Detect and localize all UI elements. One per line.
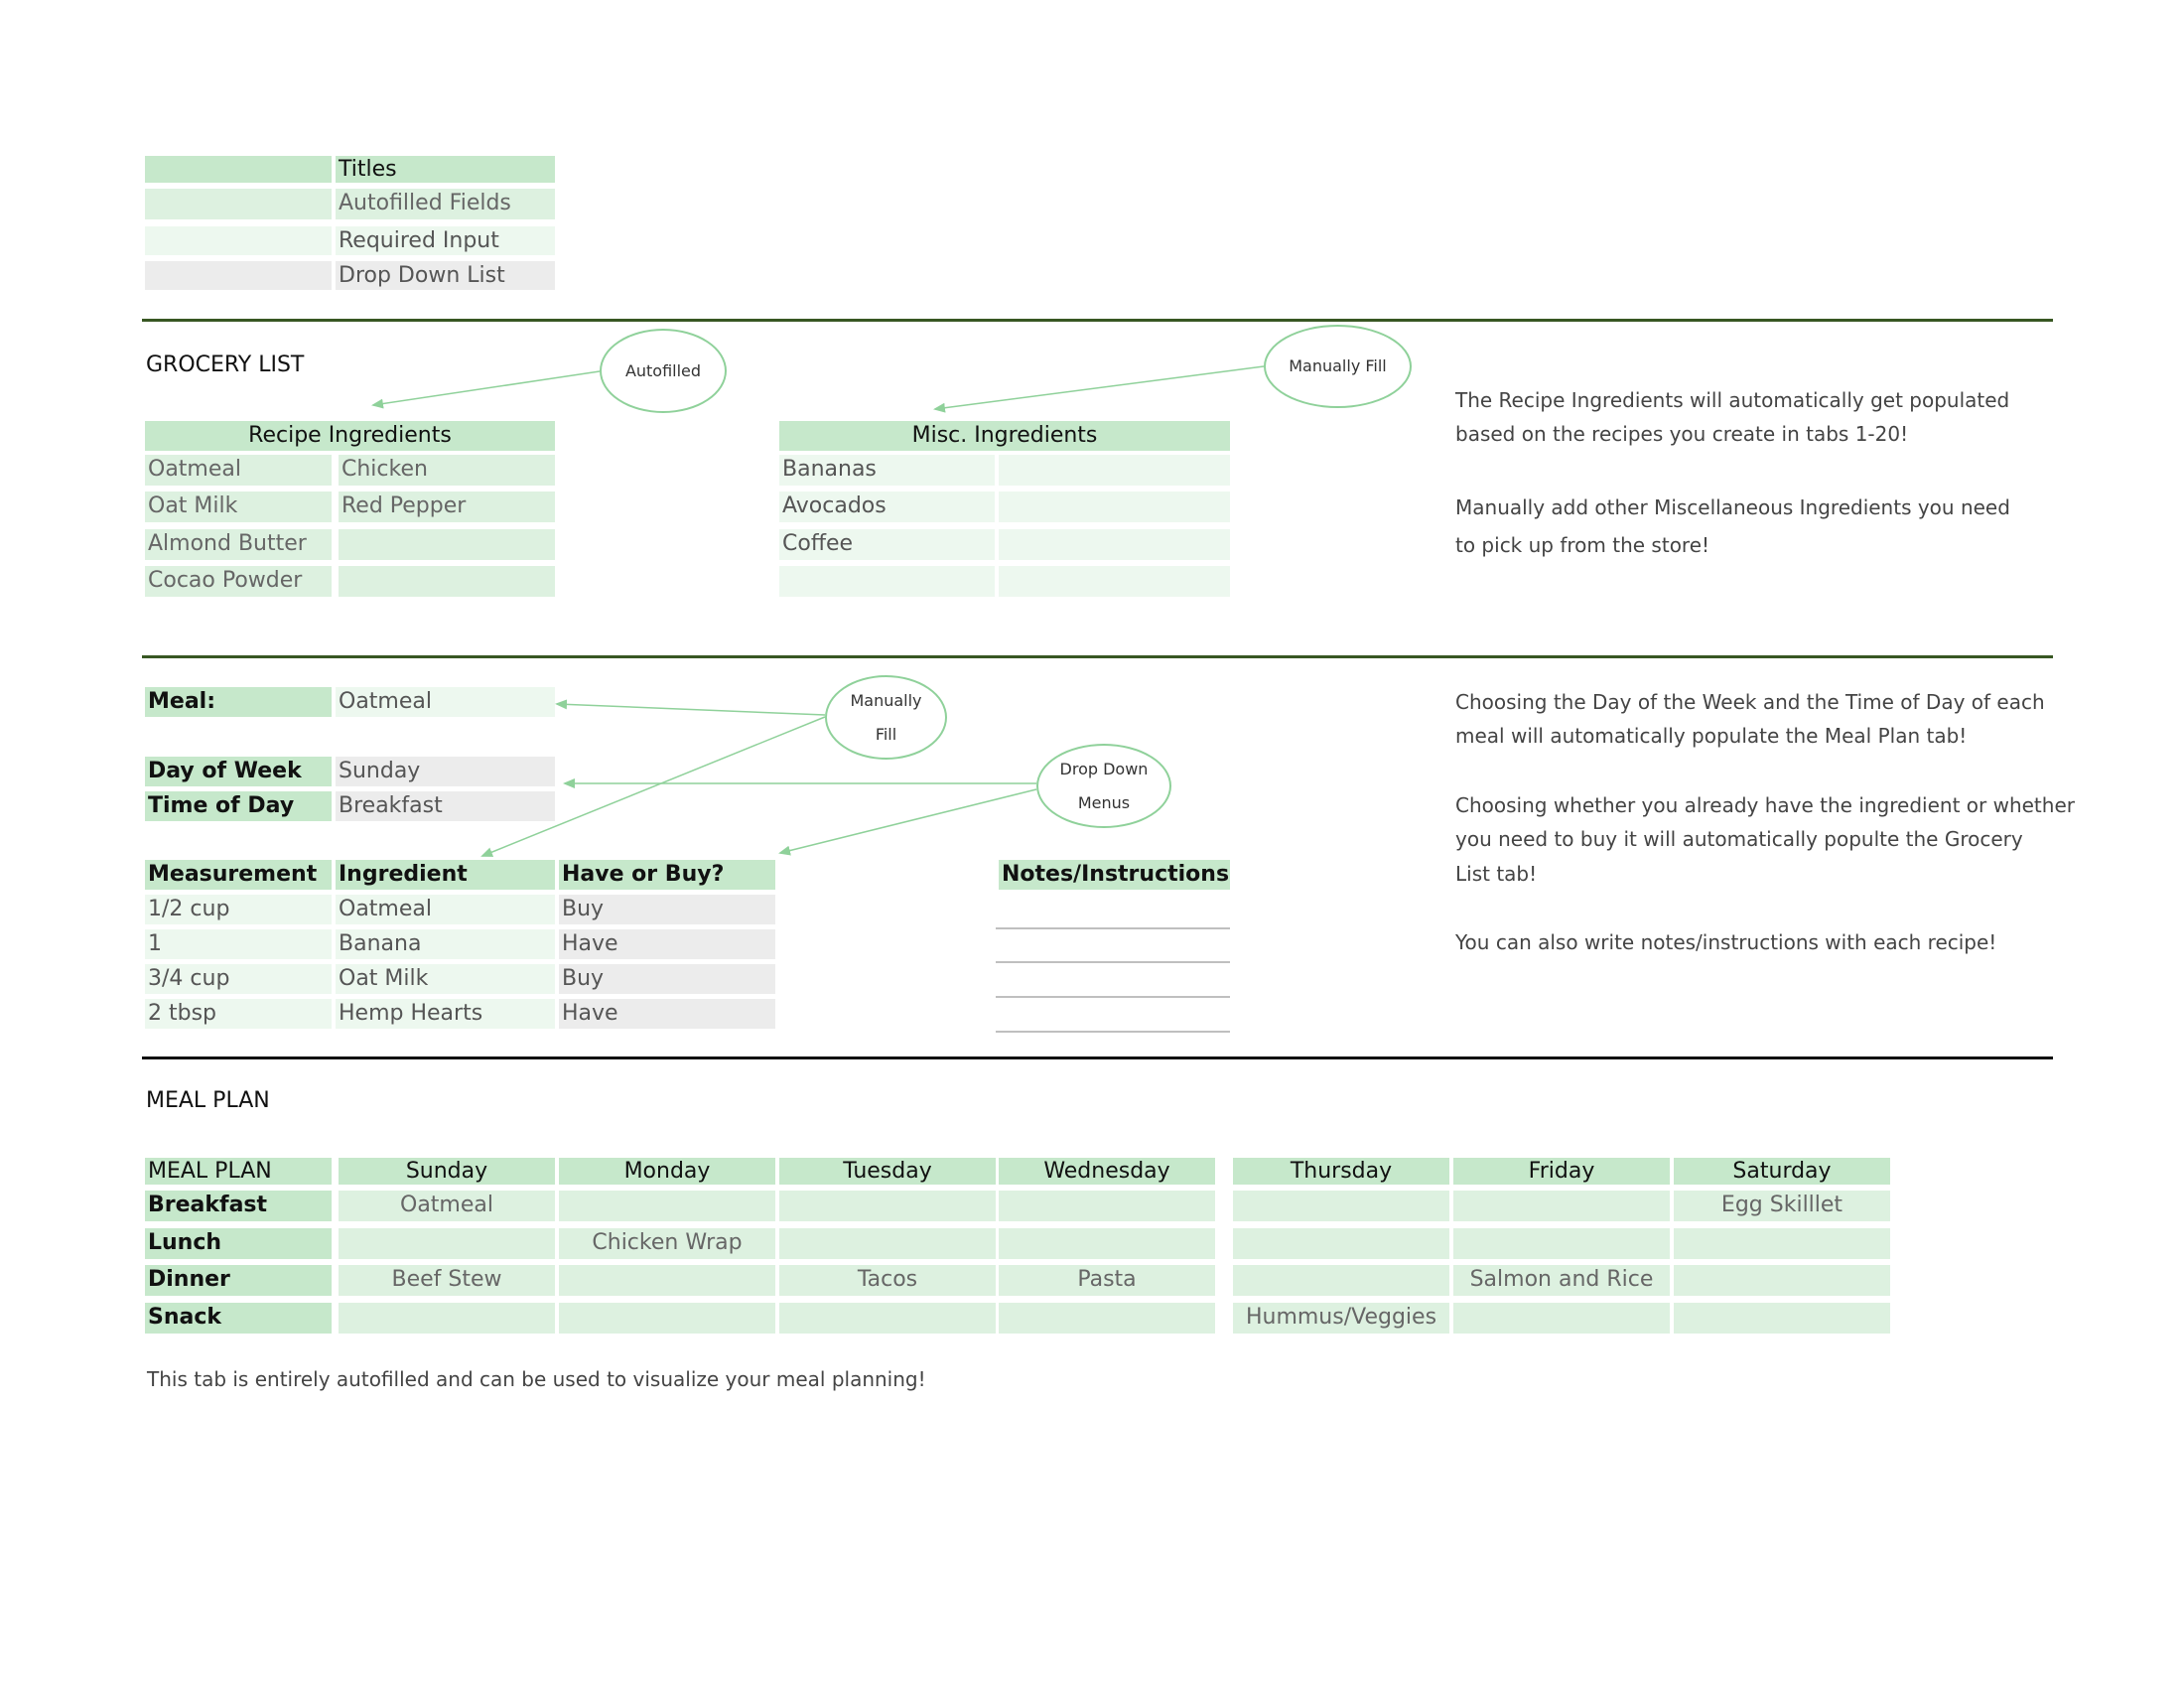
grocery-note-2: based on the recipes you create in tabs 1-20! xyxy=(1455,422,1909,446)
ingredient-input[interactable]: Oat Milk xyxy=(336,964,555,994)
measurement-input[interactable]: 1 xyxy=(145,929,332,959)
recipe-ingredient-cell: Cocao Powder xyxy=(145,566,332,597)
meal-plan-day-header: Friday xyxy=(1453,1158,1670,1185)
meal-plan-cell xyxy=(1674,1303,1890,1334)
legend-label-autofilled: Autofilled Fields xyxy=(336,189,555,219)
autofilled-callout xyxy=(600,329,727,413)
recipe-note-1: Choosing the Day of the Week and the Time of Day of each xyxy=(1455,690,2045,714)
grocery-note-1: The Recipe Ingredients will automatically get populated xyxy=(1455,388,2010,412)
meal-plan-cell: Chicken Wrap xyxy=(559,1228,775,1259)
meal-plan-cell xyxy=(559,1265,775,1296)
measurement-input[interactable]: 3/4 cup xyxy=(145,964,332,994)
misc-ingredient-input[interactable] xyxy=(999,529,1230,560)
legend-swatch-required xyxy=(145,226,332,255)
meal-plan-time-label: Lunch xyxy=(145,1228,332,1259)
meal-plan-time-label: Snack xyxy=(145,1303,332,1334)
meal-plan-cell: Beef Stew xyxy=(339,1265,555,1296)
meal-plan-cell xyxy=(1674,1265,1890,1296)
recipe-ingredient-cell xyxy=(339,529,555,560)
meal-plan-day-header: Thursday xyxy=(1233,1158,1449,1185)
ingredient-header: Ingredient xyxy=(336,860,555,890)
meal-plan-cell: Oatmeal xyxy=(339,1191,555,1221)
legend-label-dropdown: Drop Down List xyxy=(336,261,555,290)
meal-plan-cell: Salmon and Rice xyxy=(1453,1265,1670,1296)
meal-plan-cell xyxy=(559,1303,775,1334)
misc-ingredient-input[interactable]: Avocados xyxy=(779,492,995,522)
meal-plan-cell xyxy=(779,1303,996,1334)
misc-ingredients-header: Misc. Ingredients xyxy=(779,421,1230,451)
time-of-day-select[interactable]: Breakfast xyxy=(336,791,555,821)
recipe-ingredient-cell: Almond Butter xyxy=(145,529,332,560)
legend-label-required: Required Input xyxy=(336,226,555,255)
manually-fill-callout-line2: Fill xyxy=(875,724,897,744)
ingredient-input[interactable]: Oatmeal xyxy=(336,895,555,924)
manually-fill-callout-recipe xyxy=(825,675,947,760)
meal-plan-cell xyxy=(1233,1265,1449,1296)
legend-swatch-autofilled xyxy=(145,189,332,219)
recipe-ingredient-cell: Chicken xyxy=(339,455,555,486)
day-of-week-label: Day of Week xyxy=(145,757,332,786)
misc-ingredient-input[interactable] xyxy=(779,566,995,597)
drop-down-menus-callout xyxy=(1036,744,1171,828)
have-or-buy-select[interactable]: Have xyxy=(559,929,775,959)
meal-plan-time-label: Breakfast xyxy=(145,1191,332,1221)
have-or-buy-header: Have or Buy? xyxy=(559,860,775,890)
notes-line[interactable] xyxy=(996,961,1230,963)
grocery-note-4: to pick up from the store! xyxy=(1455,533,1710,557)
measurement-input[interactable]: 2 tbsp xyxy=(145,999,332,1029)
meal-plan-footer: This tab is entirely autofilled and can be used to visualize your meal planning! xyxy=(147,1367,926,1391)
measurement-header: Measurement xyxy=(145,860,332,890)
drop-down-callout-line1: Drop Down xyxy=(1059,759,1149,778)
notes-line[interactable] xyxy=(996,927,1230,929)
meal-plan-cell xyxy=(779,1228,996,1259)
arrow-manual-misc xyxy=(935,366,1264,409)
legend-swatch-dropdown xyxy=(145,261,332,290)
notes-line[interactable] xyxy=(996,1031,1230,1033)
grocery-note-3: Manually add other Miscellaneous Ingredients you need xyxy=(1455,495,2010,519)
legend-label-titles: Titles xyxy=(336,156,555,183)
meal-label: Meal: xyxy=(145,687,332,717)
meal-plan-cell xyxy=(339,1303,555,1334)
meal-plan-cell: Pasta xyxy=(999,1265,1215,1296)
meal-plan-day-header: Wednesday xyxy=(999,1158,1215,1185)
notes-instructions-header: Notes/Instructions xyxy=(999,860,1230,890)
ingredient-input[interactable]: Hemp Hearts xyxy=(336,999,555,1029)
drop-down-callout-line2: Menus xyxy=(1077,792,1131,812)
meal-plan-corner: MEAL PLAN xyxy=(145,1158,332,1185)
recipe-ingredient-cell: Red Pepper xyxy=(339,492,555,522)
meal-plan-cell xyxy=(999,1191,1215,1221)
notes-line[interactable] xyxy=(996,996,1230,998)
ingredient-input[interactable]: Banana xyxy=(336,929,555,959)
recipe-note-6: You can also write notes/instructions with each recipe! xyxy=(1455,930,1997,954)
meal-plan-cell xyxy=(999,1303,1215,1334)
grocery-section-title: GROCERY LIST xyxy=(146,352,305,377)
recipe-note-2: meal will automatically populate the Meal Plan tab! xyxy=(1455,724,1968,748)
meal-plan-cell xyxy=(779,1191,996,1221)
meal-plan-cell xyxy=(1453,1191,1670,1221)
meal-plan-day-header: Saturday xyxy=(1674,1158,1890,1185)
recipe-note-5: List tab! xyxy=(1455,862,1538,886)
arrow-manual-ingredient xyxy=(482,717,825,856)
recipe-ingredients-header: Recipe Ingredients xyxy=(145,421,555,451)
misc-ingredient-input[interactable] xyxy=(999,455,1230,486)
measurement-input[interactable]: 1/2 cup xyxy=(145,895,332,924)
meal-plan-cell xyxy=(559,1191,775,1221)
meal-plan-day-header: Monday xyxy=(559,1158,775,1185)
manually-fill-callout xyxy=(1264,325,1412,408)
recipe-note-4: you need to buy it will automatically popult​e the Grocery xyxy=(1455,827,2023,851)
have-or-buy-select[interactable]: Buy xyxy=(559,964,775,994)
time-of-day-label: Time of Day xyxy=(145,791,332,821)
meal-plan-cell: Hummus/Veggies xyxy=(1233,1303,1449,1334)
meal-plan-cell xyxy=(339,1228,555,1259)
recipe-ingredient-cell xyxy=(339,566,555,597)
recipe-note-3: Choosing whether you already have the ingredient or whether xyxy=(1455,793,2075,817)
meal-plan-day-header: Sunday xyxy=(339,1158,555,1185)
meal-plan-cell xyxy=(1674,1228,1890,1259)
misc-ingredient-input[interactable] xyxy=(999,492,1230,522)
have-or-buy-select[interactable]: Buy xyxy=(559,895,775,924)
meal-plan-section-title: MEAL PLAN xyxy=(146,1088,270,1113)
meal-plan-cell xyxy=(1453,1303,1670,1334)
meal-plan-cell xyxy=(1233,1191,1449,1221)
meal-plan-cell xyxy=(1233,1228,1449,1259)
day-of-week-select[interactable]: Sunday xyxy=(336,757,555,786)
divider xyxy=(142,655,2053,658)
autofilled-callout-label: Autofilled xyxy=(624,360,702,380)
meal-plan-cell xyxy=(1453,1228,1670,1259)
manually-fill-callout-line1: Manually xyxy=(850,690,922,710)
misc-ingredient-input[interactable]: Bananas xyxy=(779,455,995,486)
recipe-ingredient-cell: Oat Milk xyxy=(145,492,332,522)
meal-plan-day-header: Tuesday xyxy=(779,1158,996,1185)
misc-ingredient-input[interactable]: Coffee xyxy=(779,529,995,560)
legend-swatch-titles xyxy=(145,156,332,183)
arrow-dropdown-havebuy xyxy=(780,789,1036,853)
meal-input[interactable]: Oatmeal xyxy=(336,687,555,717)
recipe-ingredient-cell: Oatmeal xyxy=(145,455,332,486)
divider xyxy=(142,319,2053,322)
arrow-autofilled xyxy=(373,371,600,405)
meal-plan-cell xyxy=(999,1228,1215,1259)
misc-ingredient-input[interactable] xyxy=(999,566,1230,597)
have-or-buy-select[interactable]: Have xyxy=(559,999,775,1029)
meal-plan-cell: Tacos xyxy=(779,1265,996,1296)
meal-plan-time-label: Dinner xyxy=(145,1265,332,1296)
meal-plan-cell: Egg Skilllet xyxy=(1674,1191,1890,1221)
manually-fill-callout-label: Manually Fill xyxy=(1289,356,1387,375)
divider xyxy=(142,1056,2053,1059)
arrow-manual-meal xyxy=(557,704,825,715)
